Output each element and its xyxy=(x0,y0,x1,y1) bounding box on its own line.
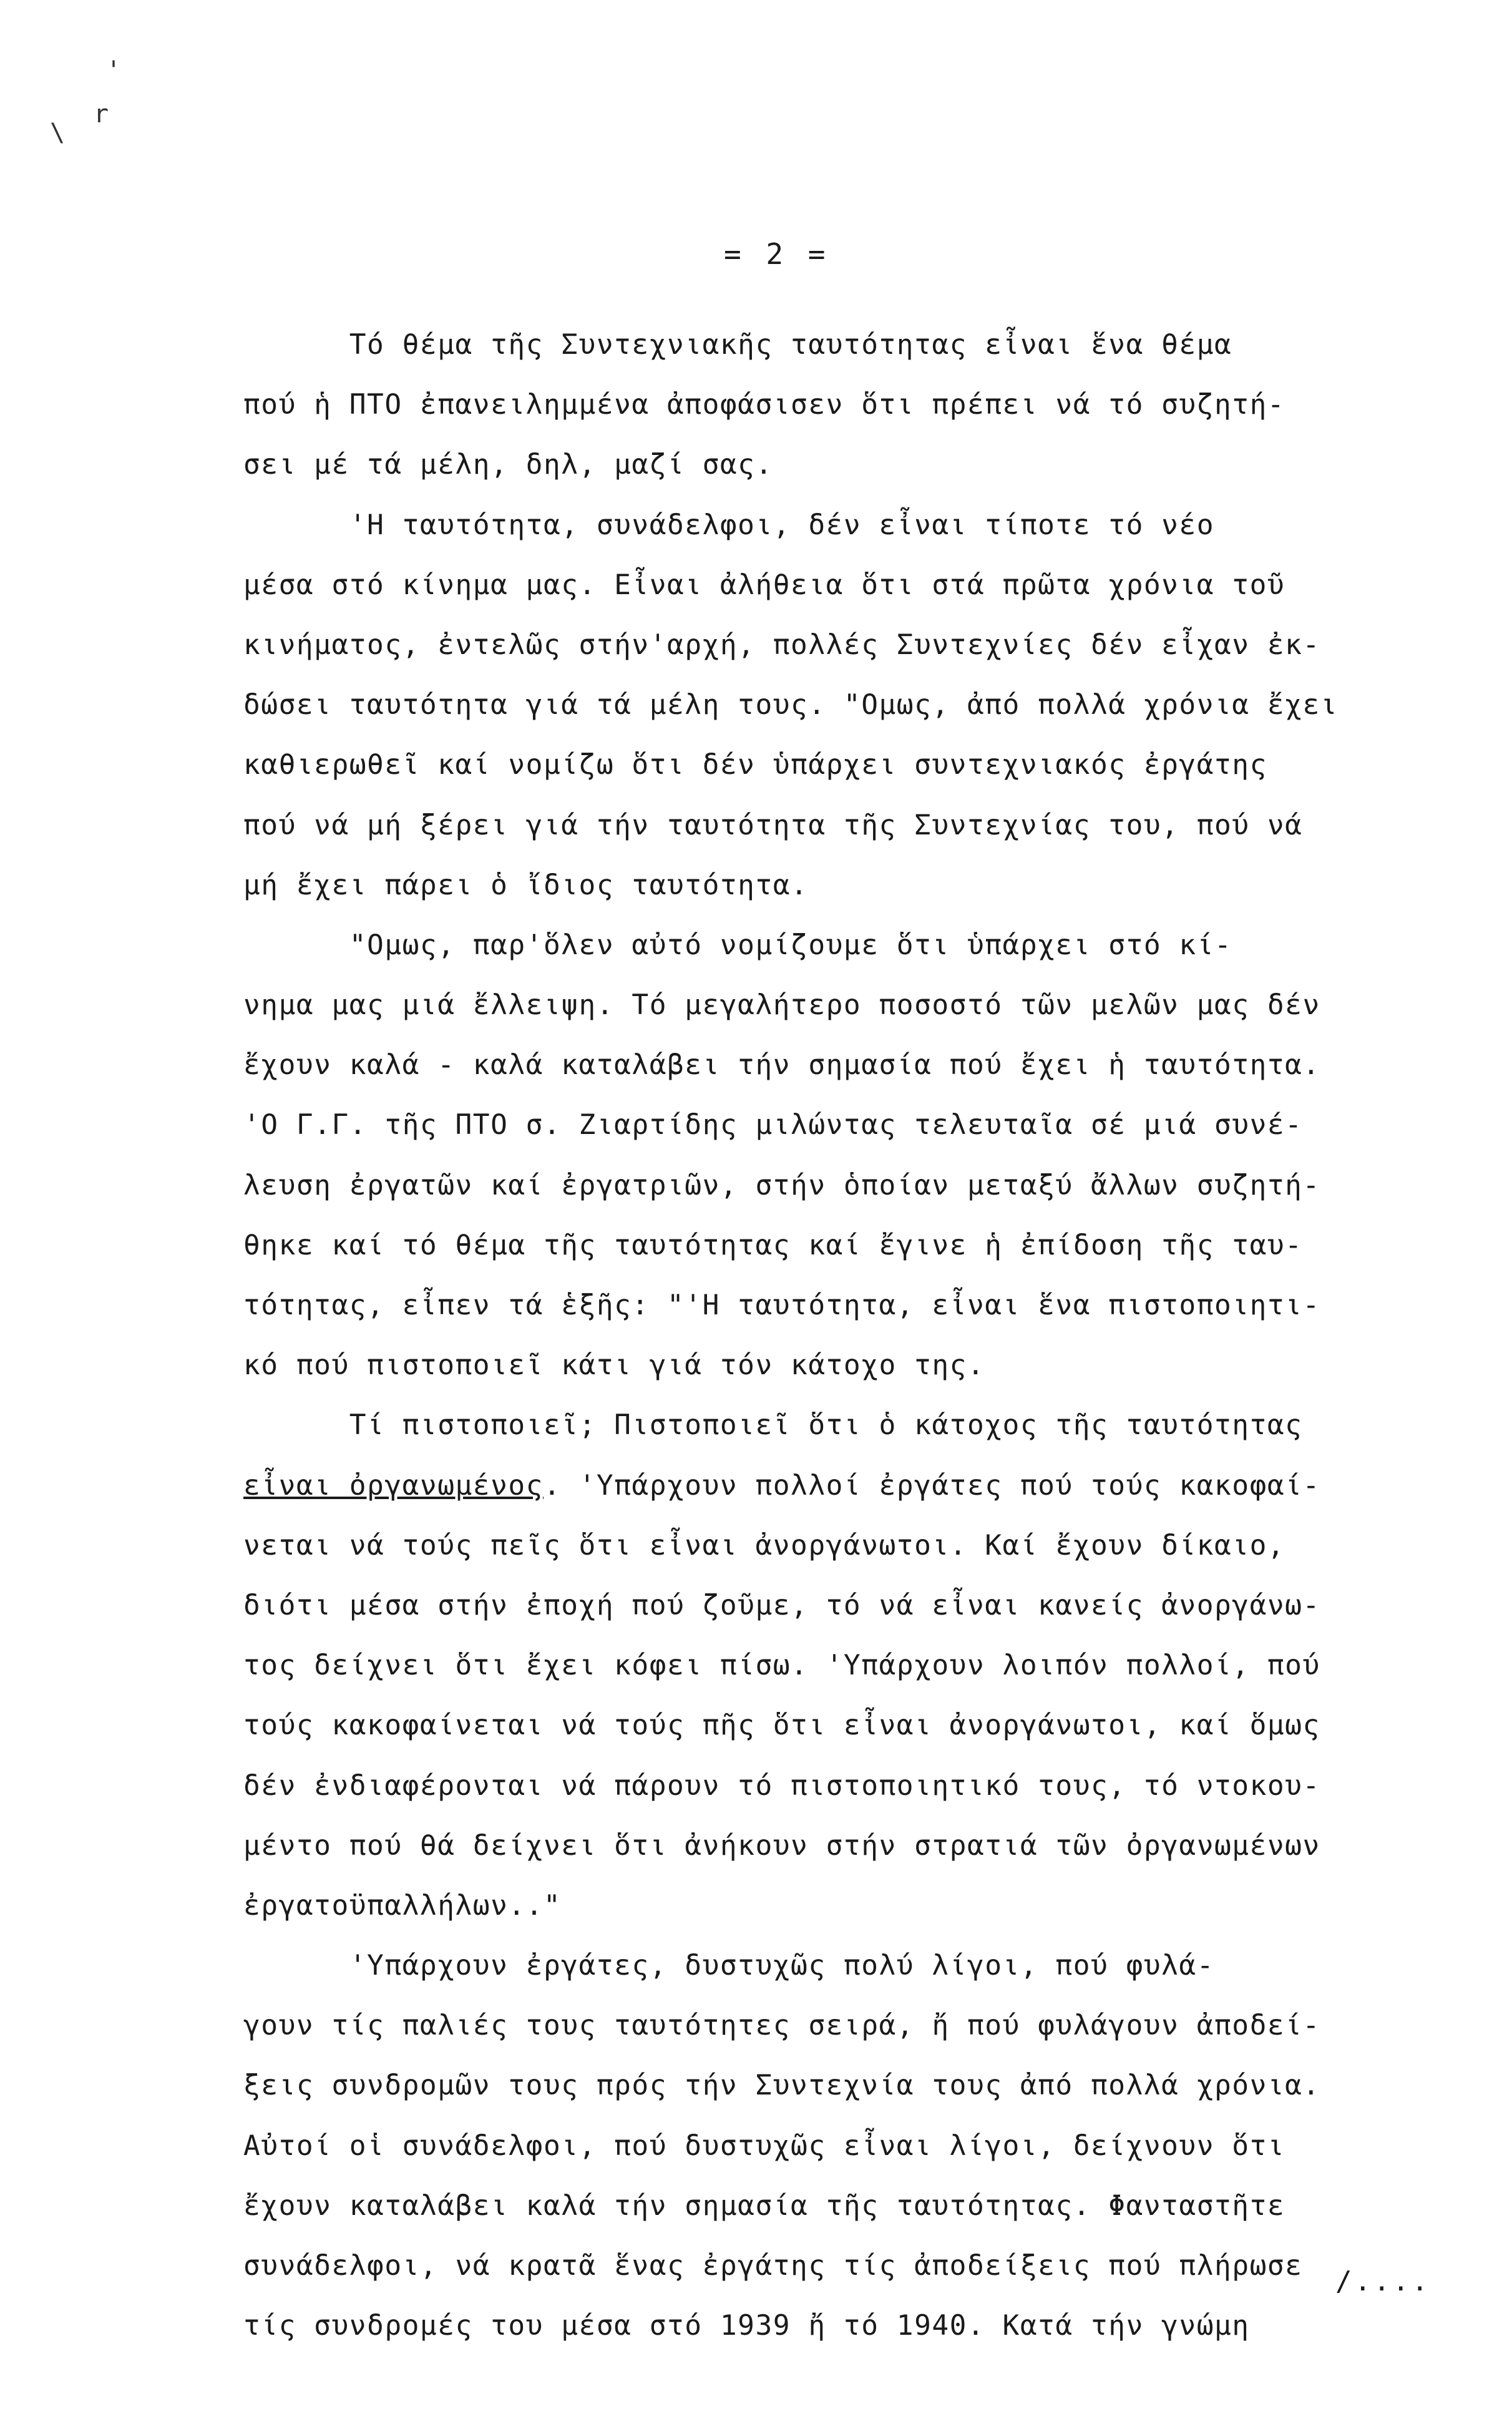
continuation-mark: /.... xyxy=(1335,2265,1431,2297)
text-line: νεται νά τούς πεῖς ὅτι εἶναι ἀνοργάνωτοι. Καί ἔχουν δίκαιο, xyxy=(243,1529,1285,1562)
text-line: γουν τίς παλιές τους ταυτότητες σειρά, ἤ πού φυλάγουν ἀποδεί- xyxy=(243,2010,1320,2042)
text-line: λευση ἐργατῶν καί ἐργατριῶν, στήν ὁποίαν μεταξύ ἄλλων συζητή- xyxy=(243,1169,1320,1201)
text-line-rest: . 'Υπάρχουν πολλοί ἐργάτες πού τούς κακοφαί- xyxy=(543,1469,1320,1502)
text-line: 'Η ταυτότητα, συνάδελφοι, δέν εἶναι τίποτε τό νέο xyxy=(243,509,1215,541)
text-line: θηκε καί τό θέμα τῆς ταυτότητας καί ἔγινε ἡ ἐπίδοση τῆς ταυ- xyxy=(243,1229,1303,1261)
text-line: ἔχουν καταλάβει καλά τήν σημασία τῆς ταυτότητας. Φανταστῆτε xyxy=(243,2189,1285,2222)
text-line: τος δείχνει ὅτι ἔχει κόφει πίσω. 'Υπάρχουν λοιπόν πολλοί, πού xyxy=(243,1650,1320,1682)
text-line: Τί πιστοποιεῖ; Πιστοποιεῖ ὅτι ὁ κάτοχος τῆς ταυτότητας xyxy=(243,1409,1303,1442)
text-line: ἐργατοϋπαλλήλων.." xyxy=(243,1889,562,1922)
text-line: συνάδελφοι, νά κρατᾶ ἕνας ἐργάτης τίς ἀποδείξεις πού πλήρωσε xyxy=(243,2250,1303,2282)
text-line: τίς συνδρομές του μέσα στό 1939 ἤ τό 1940. Κατά τήν γνώμη xyxy=(243,2310,1250,2342)
text-line-underlined xyxy=(243,1456,1435,1516)
underlined-phrase: εἶναι ὀργανωμένος xyxy=(243,1469,544,1502)
text-line: ξεις συνδρομῶν τους πρός τήν Συντεχνία τους ἀπό πολλά χρόνια. xyxy=(243,2070,1320,2102)
margin-mark: \ xyxy=(50,119,66,147)
text-line: Τό θέμα τῆς Συντεχνιακῆς ταυτότητας εἶναι ἕνα θέμα xyxy=(243,329,1232,361)
text-line: 'Ο Γ.Γ. τῆς ΠΤΟ σ. Ζιαρτίδης μιλώντας τελευταῖα σέ μιά συνέ- xyxy=(243,1109,1303,1141)
text-line: σει μέ τά μέλη, δηλ, μαζί σας. xyxy=(243,449,773,481)
text-line: πού νά μή ξέρει γιά τήν ταυτότητα τῆς Συντεχνίας του, πού νά xyxy=(243,809,1303,841)
margin-mark: ' xyxy=(106,56,122,85)
text-line: πού ἡ ΠΤΟ ἐπανειλημμένα ἀποφάσισεν ὅτι πρέπει νά τό συζητή- xyxy=(243,389,1285,421)
text-line: μή ἔχει πάρει ὁ ἴδιος ταυτότητα. xyxy=(243,869,809,901)
text-line: ἔχουν καλά - καλά καταλάβει τήν σημασία πού ἔχει ἡ ταυτότητα. xyxy=(243,1049,1320,1082)
margin-marks xyxy=(37,56,137,150)
margin-mark: r xyxy=(94,100,109,129)
text-line: διότι μέσα στήν ἐποχή πού ζοῦμε, τό νά εἶναι κανείς ἀνοργάνω- xyxy=(243,1589,1320,1621)
page-number: = 2 = xyxy=(724,237,829,271)
text-line: μέσα στό κίνημα μας. Εἶναι ἀλήθεια ὅτι στά πρῶτα χρόνια τοῦ xyxy=(243,569,1285,601)
text-line: δέν ἐνδιαφέρονται νά πάρουν τό πιστοποιητικό τους, τό ντοκου- xyxy=(243,1769,1320,1802)
text-line: Αὐτοί οἱ συνάδελφοι, πού δυστυχῶς εἶναι λίγοι, δείχνουν ὅτι xyxy=(243,2129,1285,2162)
text-line: 'Υπάρχουν ἐργάτες, δυστυχῶς πολύ λίγοι, πού φυλά- xyxy=(243,1950,1215,1982)
text-line: κινήματος, ἐντελῶς στήν'αρχή, πολλές Συντεχνίες δέν εἶχαν ἐκ- xyxy=(243,628,1320,661)
body-text xyxy=(243,315,1435,2356)
text-line: κό πού πιστοποιεῖ κάτι γιά τόν κάτοχο της. xyxy=(243,1349,985,1382)
text-line: δώσει ταυτότητα γιά τά μέλη τους. "Ομως, ἀπό πολλά χρόνια ἔχει xyxy=(243,689,1339,721)
text-line: μέντο πού θά δείχνει ὅτι ἀνήκουν στήν στρατιά τῶν ὀργανωμένων xyxy=(243,1829,1320,1862)
text-line: τούς κακοφαίνεται νά τούς πῆς ὅτι εἶναι ἀνοργάνωτοι, καί ὅμως xyxy=(243,1709,1320,1742)
text-line: νημα μας μιά ἔλλειψη. Τό μεγαλήτερο ποσοστό τῶν μελῶν μας δέν xyxy=(243,989,1320,1022)
text-line: "Ομως, παρ'ὅλεν αὐτό νομίζουμε ὅτι ὑπάρχει στό κί- xyxy=(243,929,1232,961)
text-line: καθιερωθεῖ καί νομίζω ὅτι δέν ὑπάρχει συντεχνιακός ἐργάτης xyxy=(243,749,1267,781)
text-line: τότητας, εἶπεν τά ἑξῆς: "'Η ταυτότητα, εἶναι ἕνα πιστοποιητι- xyxy=(243,1289,1320,1321)
